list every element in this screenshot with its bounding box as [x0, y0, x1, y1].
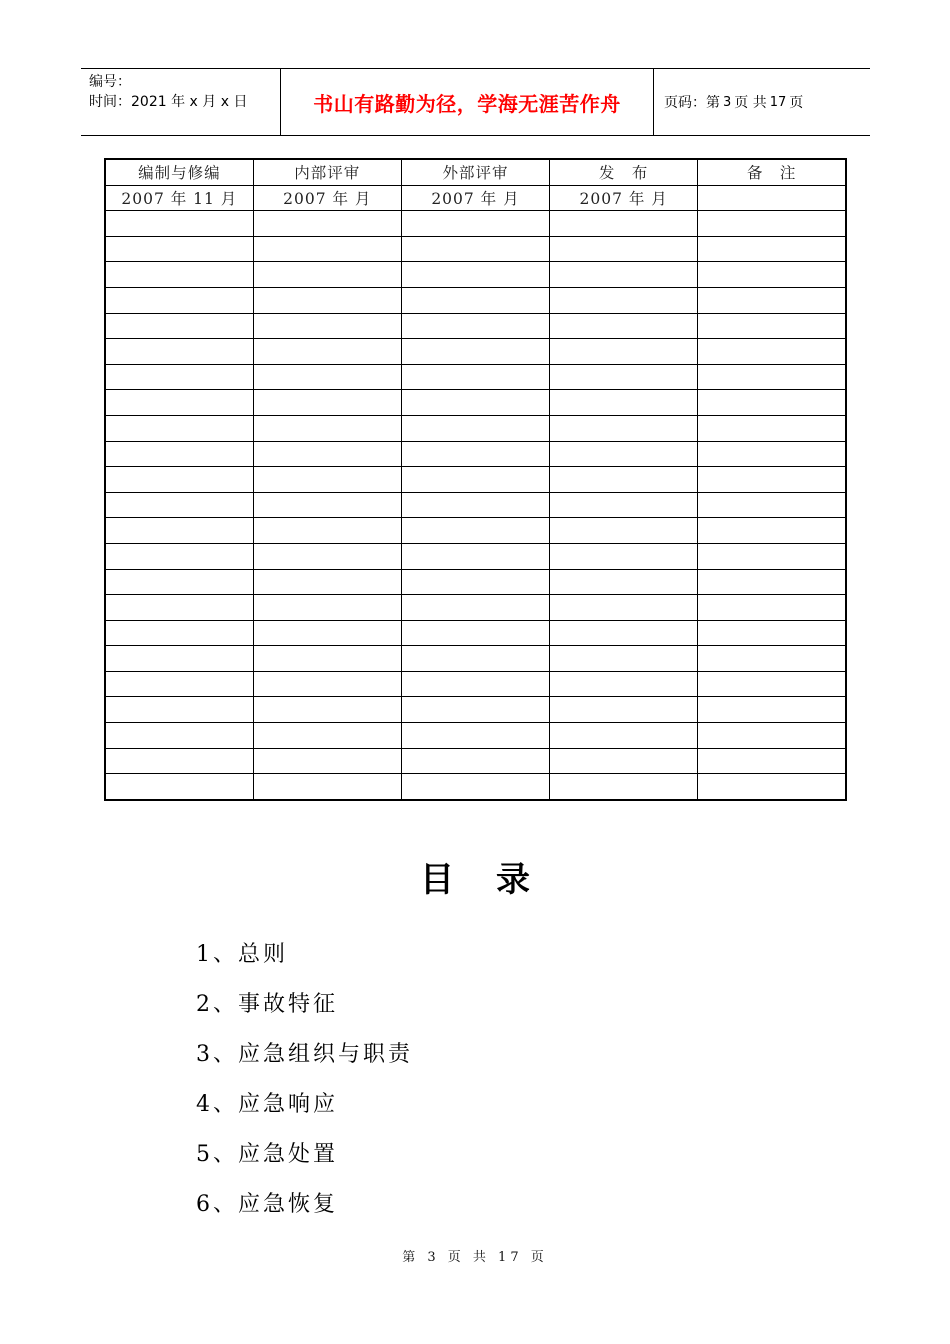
table-cell	[550, 262, 698, 288]
table-cell	[698, 339, 846, 365]
table-cell	[550, 774, 698, 800]
table-row	[105, 748, 846, 774]
toc-item: 1、总则	[196, 942, 288, 967]
table-cell	[698, 646, 846, 672]
table-cell	[550, 441, 698, 467]
table-cell	[698, 620, 846, 646]
table-cell	[253, 646, 401, 672]
table-cell	[105, 390, 253, 416]
table-cell	[550, 697, 698, 723]
header-motto: 书山有路勤为径，学海无涯苦作舟	[281, 69, 654, 135]
table-cell	[253, 287, 401, 313]
table-row	[105, 441, 846, 467]
table-cell	[550, 287, 698, 313]
document-number-label: 编号：	[89, 74, 131, 90]
table-row	[105, 671, 846, 697]
table-cell	[253, 543, 401, 569]
table-cell	[105, 518, 253, 544]
table-cell	[105, 595, 253, 621]
table-cell	[105, 697, 253, 723]
table-row	[105, 236, 846, 262]
table-cell	[253, 262, 401, 288]
table-cell	[550, 518, 698, 544]
table-cell	[698, 748, 846, 774]
table-cell	[401, 748, 549, 774]
table-cell	[550, 313, 698, 339]
table-cell	[401, 287, 549, 313]
table-cell	[105, 211, 253, 237]
table-cell	[253, 748, 401, 774]
toc-list	[196, 936, 413, 1236]
table-cell	[698, 364, 846, 390]
table-row	[105, 774, 846, 800]
table-cell	[401, 569, 549, 595]
table-cell	[253, 620, 401, 646]
table-row	[105, 364, 846, 390]
table-cell	[698, 287, 846, 313]
table-cell	[401, 236, 549, 262]
table-cell	[401, 620, 549, 646]
table-cell	[105, 236, 253, 262]
table-cell	[105, 364, 253, 390]
page-label-prefix: 页码：第	[664, 95, 720, 111]
table-cell	[401, 467, 549, 493]
toc-item: 4、应急响应	[196, 1092, 338, 1117]
table-cell	[105, 620, 253, 646]
table-cell	[698, 236, 846, 262]
table-cell	[401, 262, 549, 288]
page-header	[81, 68, 870, 136]
table-cell	[253, 697, 401, 723]
table-row	[105, 518, 846, 544]
table-cell	[550, 646, 698, 672]
table-cell	[401, 774, 549, 800]
table-row	[105, 492, 846, 518]
table-cell	[698, 467, 846, 493]
table-cell	[698, 415, 846, 441]
table-cell	[401, 543, 549, 569]
page-footer: 第 3 页 共 17 页	[402, 1250, 548, 1265]
table-row	[105, 339, 846, 365]
table-cell	[401, 492, 549, 518]
column-header-remarks: 备 注	[698, 159, 846, 185]
table-cell	[105, 415, 253, 441]
revision-table-header-row	[105, 159, 846, 185]
table-row	[105, 723, 846, 749]
table-cell	[698, 697, 846, 723]
table-cell	[253, 467, 401, 493]
table-cell	[253, 671, 401, 697]
table-cell	[105, 646, 253, 672]
column-header-publish: 发 布	[550, 159, 698, 185]
table-cell	[401, 441, 549, 467]
table-row	[105, 620, 846, 646]
table-cell	[401, 671, 549, 697]
table-cell	[401, 518, 549, 544]
column-header-compile: 编制与修编	[105, 159, 253, 185]
table-cell	[550, 236, 698, 262]
column-header-external-review: 外部评审	[401, 159, 549, 185]
table-row	[105, 697, 846, 723]
table-cell	[698, 390, 846, 416]
column-header-internal-review: 内部评审	[253, 159, 401, 185]
table-cell	[698, 774, 846, 800]
table-cell	[401, 313, 549, 339]
table-row	[105, 262, 846, 288]
table-cell	[698, 671, 846, 697]
table-cell	[550, 364, 698, 390]
table-cell	[401, 595, 549, 621]
table-cell	[105, 543, 253, 569]
toc-item: 3、应急组织与职责	[196, 1042, 413, 1067]
table-cell	[401, 364, 549, 390]
table-row	[105, 415, 846, 441]
page-label-suffix: 页	[789, 95, 804, 111]
table-cell	[698, 595, 846, 621]
table-row	[105, 287, 846, 313]
table-row	[105, 313, 846, 339]
table-row	[105, 569, 846, 595]
table-cell	[253, 211, 401, 237]
table-cell	[550, 467, 698, 493]
table-cell	[550, 543, 698, 569]
table-cell	[550, 211, 698, 237]
page-label-mid: 页 共	[734, 95, 767, 111]
page-total-number: 17	[769, 94, 787, 110]
table-cell: 2007 年 月	[401, 185, 549, 211]
table-row	[105, 185, 846, 211]
table-cell	[401, 723, 549, 749]
table-cell	[401, 211, 549, 237]
table-cell	[698, 313, 846, 339]
table-cell	[253, 364, 401, 390]
table-cell	[550, 415, 698, 441]
table-cell: 2007 年 月	[550, 185, 698, 211]
table-cell	[401, 646, 549, 672]
table-cell	[253, 390, 401, 416]
toc-item: 2、事故特征	[196, 992, 338, 1017]
table-cell	[105, 774, 253, 800]
header-page-info	[654, 69, 870, 135]
table-cell	[253, 441, 401, 467]
table-cell	[105, 287, 253, 313]
revision-table	[104, 158, 847, 801]
table-cell	[105, 569, 253, 595]
table-cell	[698, 543, 846, 569]
table-cell	[253, 339, 401, 365]
table-cell	[550, 339, 698, 365]
table-cell	[253, 569, 401, 595]
table-row	[105, 390, 846, 416]
table-cell	[253, 595, 401, 621]
page-current-number: 3	[723, 94, 732, 110]
table-cell	[253, 415, 401, 441]
table-row	[105, 467, 846, 493]
table-cell	[550, 569, 698, 595]
table-row	[105, 595, 846, 621]
table-cell	[401, 339, 549, 365]
table-cell	[550, 723, 698, 749]
table-cell	[698, 569, 846, 595]
table-cell: 2007 年 月	[253, 185, 401, 211]
table-cell	[550, 748, 698, 774]
table-cell	[105, 723, 253, 749]
table-cell	[105, 492, 253, 518]
table-cell	[550, 671, 698, 697]
table-cell	[253, 313, 401, 339]
table-cell	[550, 492, 698, 518]
table-cell	[105, 313, 253, 339]
table-cell: 2007 年 11 月	[105, 185, 253, 211]
toc-item: 6、应急恢复	[196, 1192, 338, 1217]
table-row	[105, 211, 846, 237]
table-cell	[253, 236, 401, 262]
table-cell	[401, 390, 549, 416]
table-cell	[253, 774, 401, 800]
toc-title: 目录	[420, 860, 572, 900]
table-row	[105, 646, 846, 672]
table-cell	[698, 211, 846, 237]
toc-item: 5、应急处置	[196, 1142, 338, 1167]
table-cell	[550, 620, 698, 646]
table-cell	[698, 492, 846, 518]
table-cell	[698, 518, 846, 544]
table-cell	[253, 723, 401, 749]
table-cell	[698, 441, 846, 467]
table-cell	[105, 671, 253, 697]
table-cell	[698, 262, 846, 288]
header-meta	[81, 69, 281, 135]
table-cell	[105, 441, 253, 467]
table-cell	[550, 595, 698, 621]
table-cell	[253, 492, 401, 518]
table-cell	[550, 390, 698, 416]
table-cell	[698, 185, 846, 211]
table-cell	[105, 262, 253, 288]
table-cell	[401, 697, 549, 723]
table-cell	[253, 518, 401, 544]
table-row	[105, 543, 846, 569]
table-cell	[105, 748, 253, 774]
table-cell	[401, 415, 549, 441]
table-cell	[105, 339, 253, 365]
table-cell	[105, 467, 253, 493]
document-time-label: 时间：2021 年 x 月 x 日	[89, 94, 248, 110]
table-cell	[698, 723, 846, 749]
